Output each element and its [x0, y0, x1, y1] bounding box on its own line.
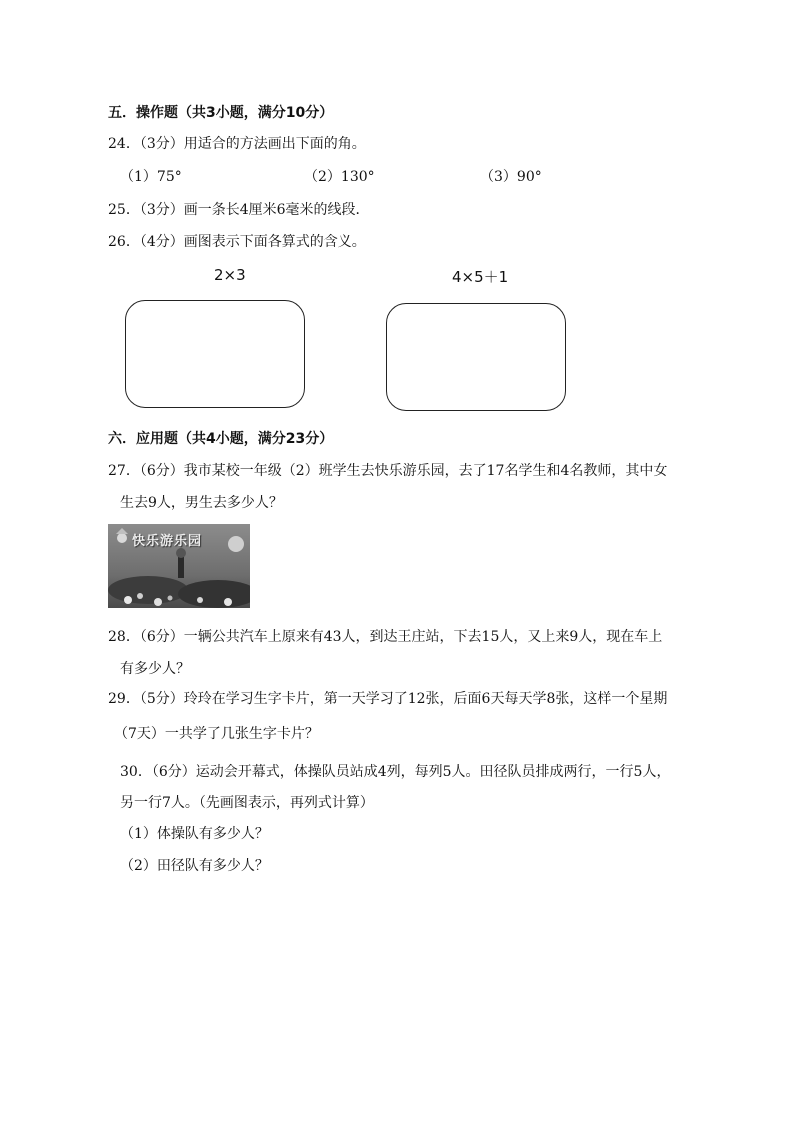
- question-30-sub-1: （1）体操队有多少人？: [120, 826, 269, 842]
- question-29-line-1: 29．（5分）玲玲在学习生字卡片，第一天学习了12张，后面6天每天学8张，这样一个星期: [108, 691, 668, 707]
- question-27-line-2: 生去9人，男生去多少人？: [120, 495, 283, 511]
- question-28-line-1: 28．（6分）一辆公共汽车上原来有43人，到达王庄站，下去15人，又上来9人，现在车上: [108, 629, 663, 645]
- drawing-box-1[interactable]: [125, 300, 305, 408]
- question-30-line-1: 30．（6分）运动会开幕式，体操队员站成4列，每列5人。田径队员排成两行，一行5人，: [120, 764, 671, 780]
- section-5-heading: 五．操作题（共3小题，满分10分）: [108, 105, 334, 121]
- question-26: 26．（4分）画图表示下面各算式的含义。: [108, 234, 366, 250]
- question-29-line-2: （7天）一共学了几张生字卡片？: [114, 726, 319, 742]
- question-28-line-2: 有多少人？: [120, 661, 190, 677]
- expression-2: 4×5＋1: [452, 268, 509, 286]
- question-25: 25．（3分）画一条长4厘米6毫米的线段．: [108, 202, 370, 218]
- drawing-box-2[interactable]: [386, 303, 566, 411]
- question-24-item-2: （2）130°: [304, 169, 375, 185]
- question-30-sub-2: （2）田径队有多少人？: [120, 858, 269, 874]
- amusement-park-caption: 快乐游乐园: [132, 534, 203, 549]
- question-30-line-2: 另一行7人。（先画图表示，再列式计算）: [120, 795, 374, 811]
- question-24-item-1: （1）75°: [120, 169, 182, 185]
- question-27-line-1: 27．（6分）我市某校一年级（2）班学生去快乐游乐园，去了17名学生和4名教师，其中女: [108, 463, 668, 479]
- expression-1: 2×3: [214, 266, 246, 284]
- question-24-item-3: （3）90°: [480, 169, 542, 185]
- question-24: 24．（3分）用适合的方法画出下面的角。: [108, 136, 366, 152]
- section-6-heading: 六．应用题（共4小题，满分23分）: [108, 431, 334, 447]
- amusement-park-image: [108, 524, 250, 608]
